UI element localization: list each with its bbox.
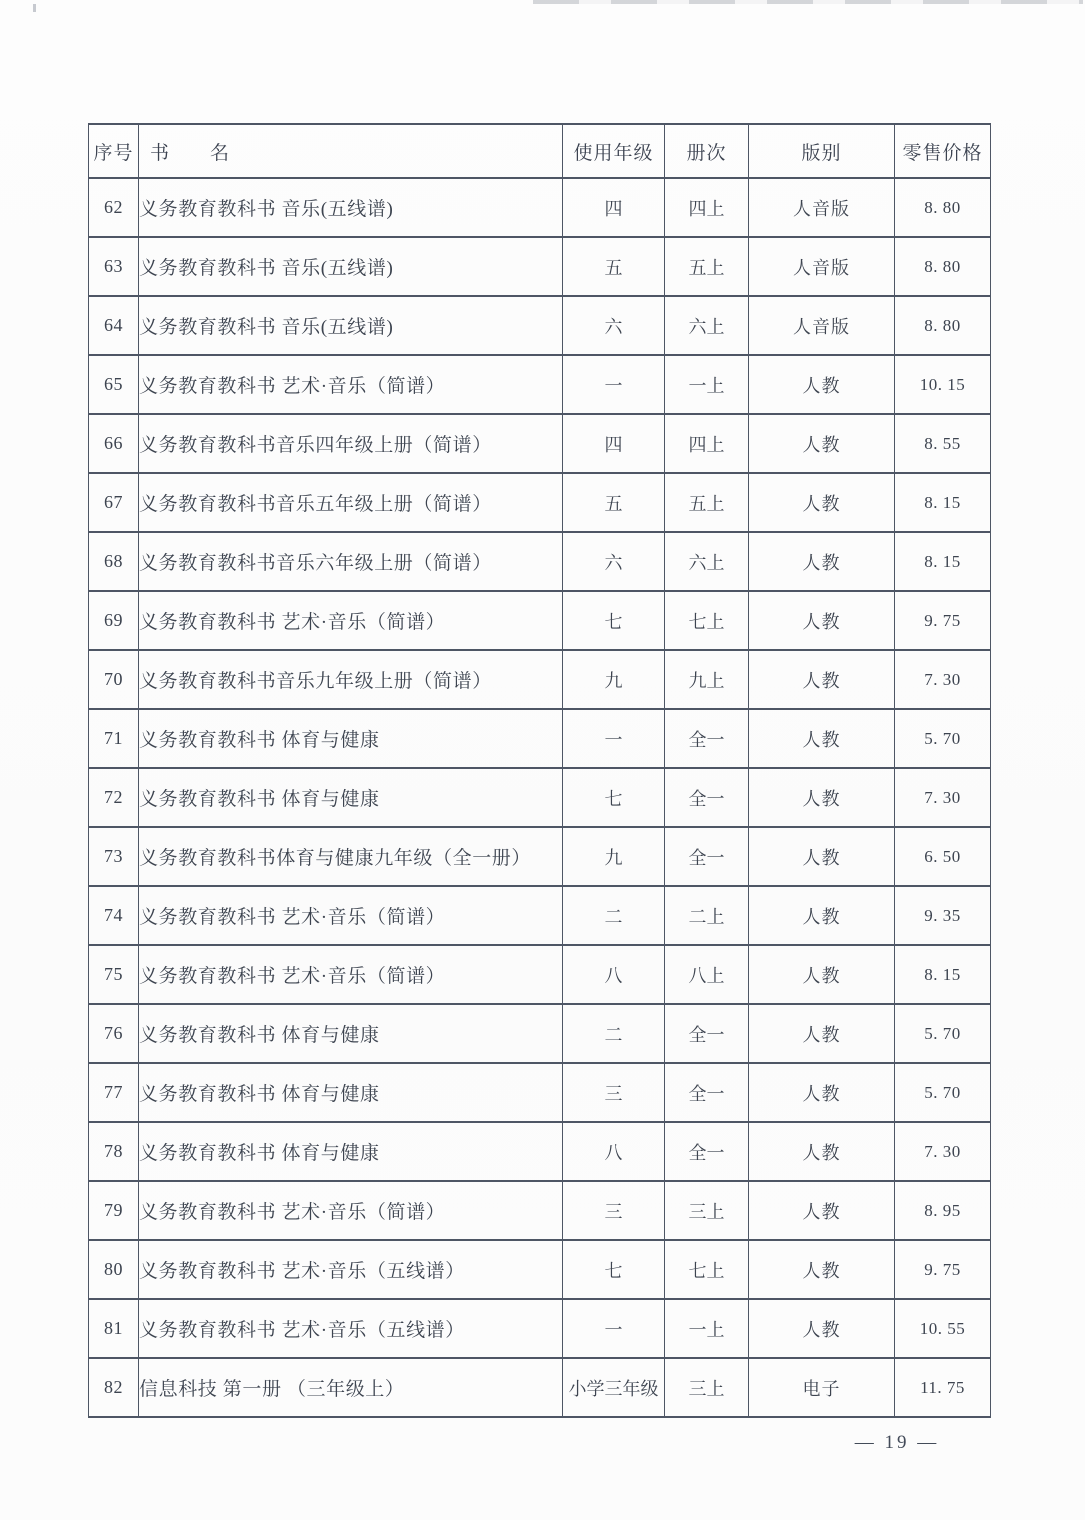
table-row (89, 1004, 991, 1063)
cell-grade: 六 (563, 532, 665, 591)
cell-grade: 四 (563, 178, 665, 237)
cell-title: 义务教育教科书 音乐(五线谱) (139, 237, 563, 296)
table-row (89, 650, 991, 709)
cell-edition: 人教 (749, 1063, 895, 1122)
table-row (89, 532, 991, 591)
cell-index: 64 (89, 296, 139, 355)
cell-grade: 七 (563, 1240, 665, 1299)
cell-volume: 七上 (665, 591, 749, 650)
cell-grade: 五 (563, 473, 665, 532)
table-row (89, 886, 991, 945)
cell-volume: 三上 (665, 1181, 749, 1240)
cell-price: 8. 15 (895, 473, 991, 532)
header-grade: 使用年级 (563, 124, 665, 178)
cell-volume: 三上 (665, 1358, 749, 1417)
cell-grade: 一 (563, 709, 665, 768)
table-row (89, 296, 991, 355)
cell-title: 信息科技 第一册 （三年级上） (139, 1358, 563, 1417)
cell-price: 8. 80 (895, 296, 991, 355)
cell-volume: 全一 (665, 1063, 749, 1122)
table-row (89, 1181, 991, 1240)
cell-title: 义务教育教科书 体育与健康 (139, 709, 563, 768)
table-row (89, 1122, 991, 1181)
cell-index: 63 (89, 237, 139, 296)
cell-index: 70 (89, 650, 139, 709)
table-row (89, 945, 991, 1004)
table-row (89, 1063, 991, 1122)
cell-volume: 九上 (665, 650, 749, 709)
header-price: 零售价格 (895, 124, 991, 178)
cell-price: 11. 75 (895, 1358, 991, 1417)
cell-title: 义务教育教科书 音乐(五线谱) (139, 296, 563, 355)
cell-volume: 全一 (665, 709, 749, 768)
table-row (89, 709, 991, 768)
cell-edition: 人教 (749, 1122, 895, 1181)
cell-edition: 人教 (749, 768, 895, 827)
cell-price: 8. 55 (895, 414, 991, 473)
cell-price: 8. 80 (895, 178, 991, 237)
cell-index: 66 (89, 414, 139, 473)
cell-price: 7. 30 (895, 650, 991, 709)
cell-grade: 三 (563, 1181, 665, 1240)
cell-title: 义务教育教科书 体育与健康 (139, 1004, 563, 1063)
cell-index: 65 (89, 355, 139, 414)
cell-edition: 人音版 (749, 237, 895, 296)
cell-index: 67 (89, 473, 139, 532)
cell-title: 义务教育教科书音乐五年级上册（简谱） (139, 473, 563, 532)
cell-grade: 一 (563, 355, 665, 414)
cell-grade: 八 (563, 945, 665, 1004)
cell-index: 72 (89, 768, 139, 827)
cell-grade: 二 (563, 886, 665, 945)
header-volume: 册次 (665, 124, 749, 178)
table-header-row (89, 124, 991, 178)
cell-price: 10. 15 (895, 355, 991, 414)
cell-grade: 六 (563, 296, 665, 355)
cell-price: 9. 75 (895, 591, 991, 650)
cell-edition: 人教 (749, 1240, 895, 1299)
page-number: — 19 — (854, 1432, 940, 1453)
cell-price: 7. 30 (895, 1122, 991, 1181)
cell-title: 义务教育教科书 艺术·音乐（简谱） (139, 355, 563, 414)
cell-price: 8. 15 (895, 945, 991, 1004)
cell-grade: 三 (563, 1063, 665, 1122)
cell-volume: 全一 (665, 827, 749, 886)
cell-index: 71 (89, 709, 139, 768)
cell-volume: 四上 (665, 414, 749, 473)
cell-price: 5. 70 (895, 1063, 991, 1122)
cell-price: 8. 95 (895, 1181, 991, 1240)
cell-price: 10. 55 (895, 1299, 991, 1358)
cell-index: 68 (89, 532, 139, 591)
cell-index: 79 (89, 1181, 139, 1240)
cell-index: 73 (89, 827, 139, 886)
table-row (89, 414, 991, 473)
cell-edition: 人教 (749, 650, 895, 709)
table-row (89, 355, 991, 414)
cell-edition: 人教 (749, 886, 895, 945)
cell-title: 义务教育教科书 艺术·音乐（五线谱） (139, 1240, 563, 1299)
cell-volume: 二上 (665, 886, 749, 945)
cell-index: 74 (89, 886, 139, 945)
table-row (89, 1299, 991, 1358)
cell-index: 69 (89, 591, 139, 650)
cell-edition: 人教 (749, 414, 895, 473)
scan-artifact-strip (533, 0, 1083, 4)
cell-volume: 四上 (665, 178, 749, 237)
table-row (89, 768, 991, 827)
header-index: 序号 (89, 124, 139, 178)
cell-grade: 二 (563, 1004, 665, 1063)
cell-title: 义务教育教科书 体育与健康 (139, 768, 563, 827)
cell-price: 9. 35 (895, 886, 991, 945)
cell-price: 5. 70 (895, 709, 991, 768)
cell-edition: 人教 (749, 945, 895, 1004)
cell-volume: 一上 (665, 1299, 749, 1358)
cell-title: 义务教育教科书体育与健康九年级（全一册） (139, 827, 563, 886)
cell-title: 义务教育教科书 艺术·音乐（简谱） (139, 886, 563, 945)
cell-volume: 全一 (665, 1122, 749, 1181)
cell-grade: 八 (563, 1122, 665, 1181)
table-row (89, 1358, 991, 1417)
cell-index: 77 (89, 1063, 139, 1122)
cell-title: 义务教育教科书 体育与健康 (139, 1122, 563, 1181)
cell-title: 义务教育教科书 体育与健康 (139, 1063, 563, 1122)
cell-title: 义务教育教科书音乐四年级上册（简谱） (139, 414, 563, 473)
table-row (89, 591, 991, 650)
cell-volume: 全一 (665, 768, 749, 827)
cell-price: 6. 50 (895, 827, 991, 886)
cell-grade: 四 (563, 414, 665, 473)
cell-edition: 人教 (749, 827, 895, 886)
textbook-price-table (88, 123, 991, 1418)
cell-edition: 人教 (749, 1299, 895, 1358)
cell-title: 义务教育教科书 艺术·音乐（简谱） (139, 945, 563, 1004)
cell-title: 义务教育教科书 音乐(五线谱) (139, 178, 563, 237)
cell-edition: 人音版 (749, 296, 895, 355)
cell-volume: 五上 (665, 237, 749, 296)
cell-volume: 七上 (665, 1240, 749, 1299)
header-title: 书 名 (139, 124, 563, 178)
cell-index: 80 (89, 1240, 139, 1299)
cell-volume: 全一 (665, 1004, 749, 1063)
cell-volume: 六上 (665, 296, 749, 355)
cell-volume: 八上 (665, 945, 749, 1004)
scan-artifact-dot (33, 4, 36, 12)
cell-title: 义务教育教科书音乐六年级上册（简谱） (139, 532, 563, 591)
cell-edition: 电子 (749, 1358, 895, 1417)
cell-price: 8. 80 (895, 237, 991, 296)
cell-price: 8. 15 (895, 532, 991, 591)
table-row (89, 1240, 991, 1299)
cell-volume: 六上 (665, 532, 749, 591)
table-row (89, 473, 991, 532)
cell-grade: 七 (563, 768, 665, 827)
cell-edition: 人教 (749, 1181, 895, 1240)
cell-volume: 五上 (665, 473, 749, 532)
cell-edition: 人教 (749, 591, 895, 650)
cell-grade: 一 (563, 1299, 665, 1358)
table-row (89, 827, 991, 886)
cell-grade: 九 (563, 650, 665, 709)
cell-price: 9. 75 (895, 1240, 991, 1299)
cell-price: 5. 70 (895, 1004, 991, 1063)
cell-index: 82 (89, 1358, 139, 1417)
cell-grade: 七 (563, 591, 665, 650)
cell-edition: 人教 (749, 355, 895, 414)
cell-index: 78 (89, 1122, 139, 1181)
cell-index: 81 (89, 1299, 139, 1358)
cell-edition: 人音版 (749, 178, 895, 237)
cell-edition: 人教 (749, 473, 895, 532)
cell-edition: 人教 (749, 532, 895, 591)
table-row (89, 178, 991, 237)
cell-title: 义务教育教科书 艺术·音乐（简谱） (139, 591, 563, 650)
header-edition: 版别 (749, 124, 895, 178)
cell-title: 义务教育教科书 艺术·音乐（五线谱） (139, 1299, 563, 1358)
cell-grade: 小学三年级 (563, 1358, 665, 1417)
cell-volume: 一上 (665, 355, 749, 414)
cell-price: 7. 30 (895, 768, 991, 827)
cell-title: 义务教育教科书 艺术·音乐（简谱） (139, 1181, 563, 1240)
cell-index: 62 (89, 178, 139, 237)
table-row (89, 237, 991, 296)
cell-grade: 五 (563, 237, 665, 296)
cell-title: 义务教育教科书音乐九年级上册（简谱） (139, 650, 563, 709)
cell-index: 76 (89, 1004, 139, 1063)
cell-edition: 人教 (749, 1004, 895, 1063)
cell-grade: 九 (563, 827, 665, 886)
cell-index: 75 (89, 945, 139, 1004)
cell-edition: 人教 (749, 709, 895, 768)
table-body (89, 178, 991, 1417)
